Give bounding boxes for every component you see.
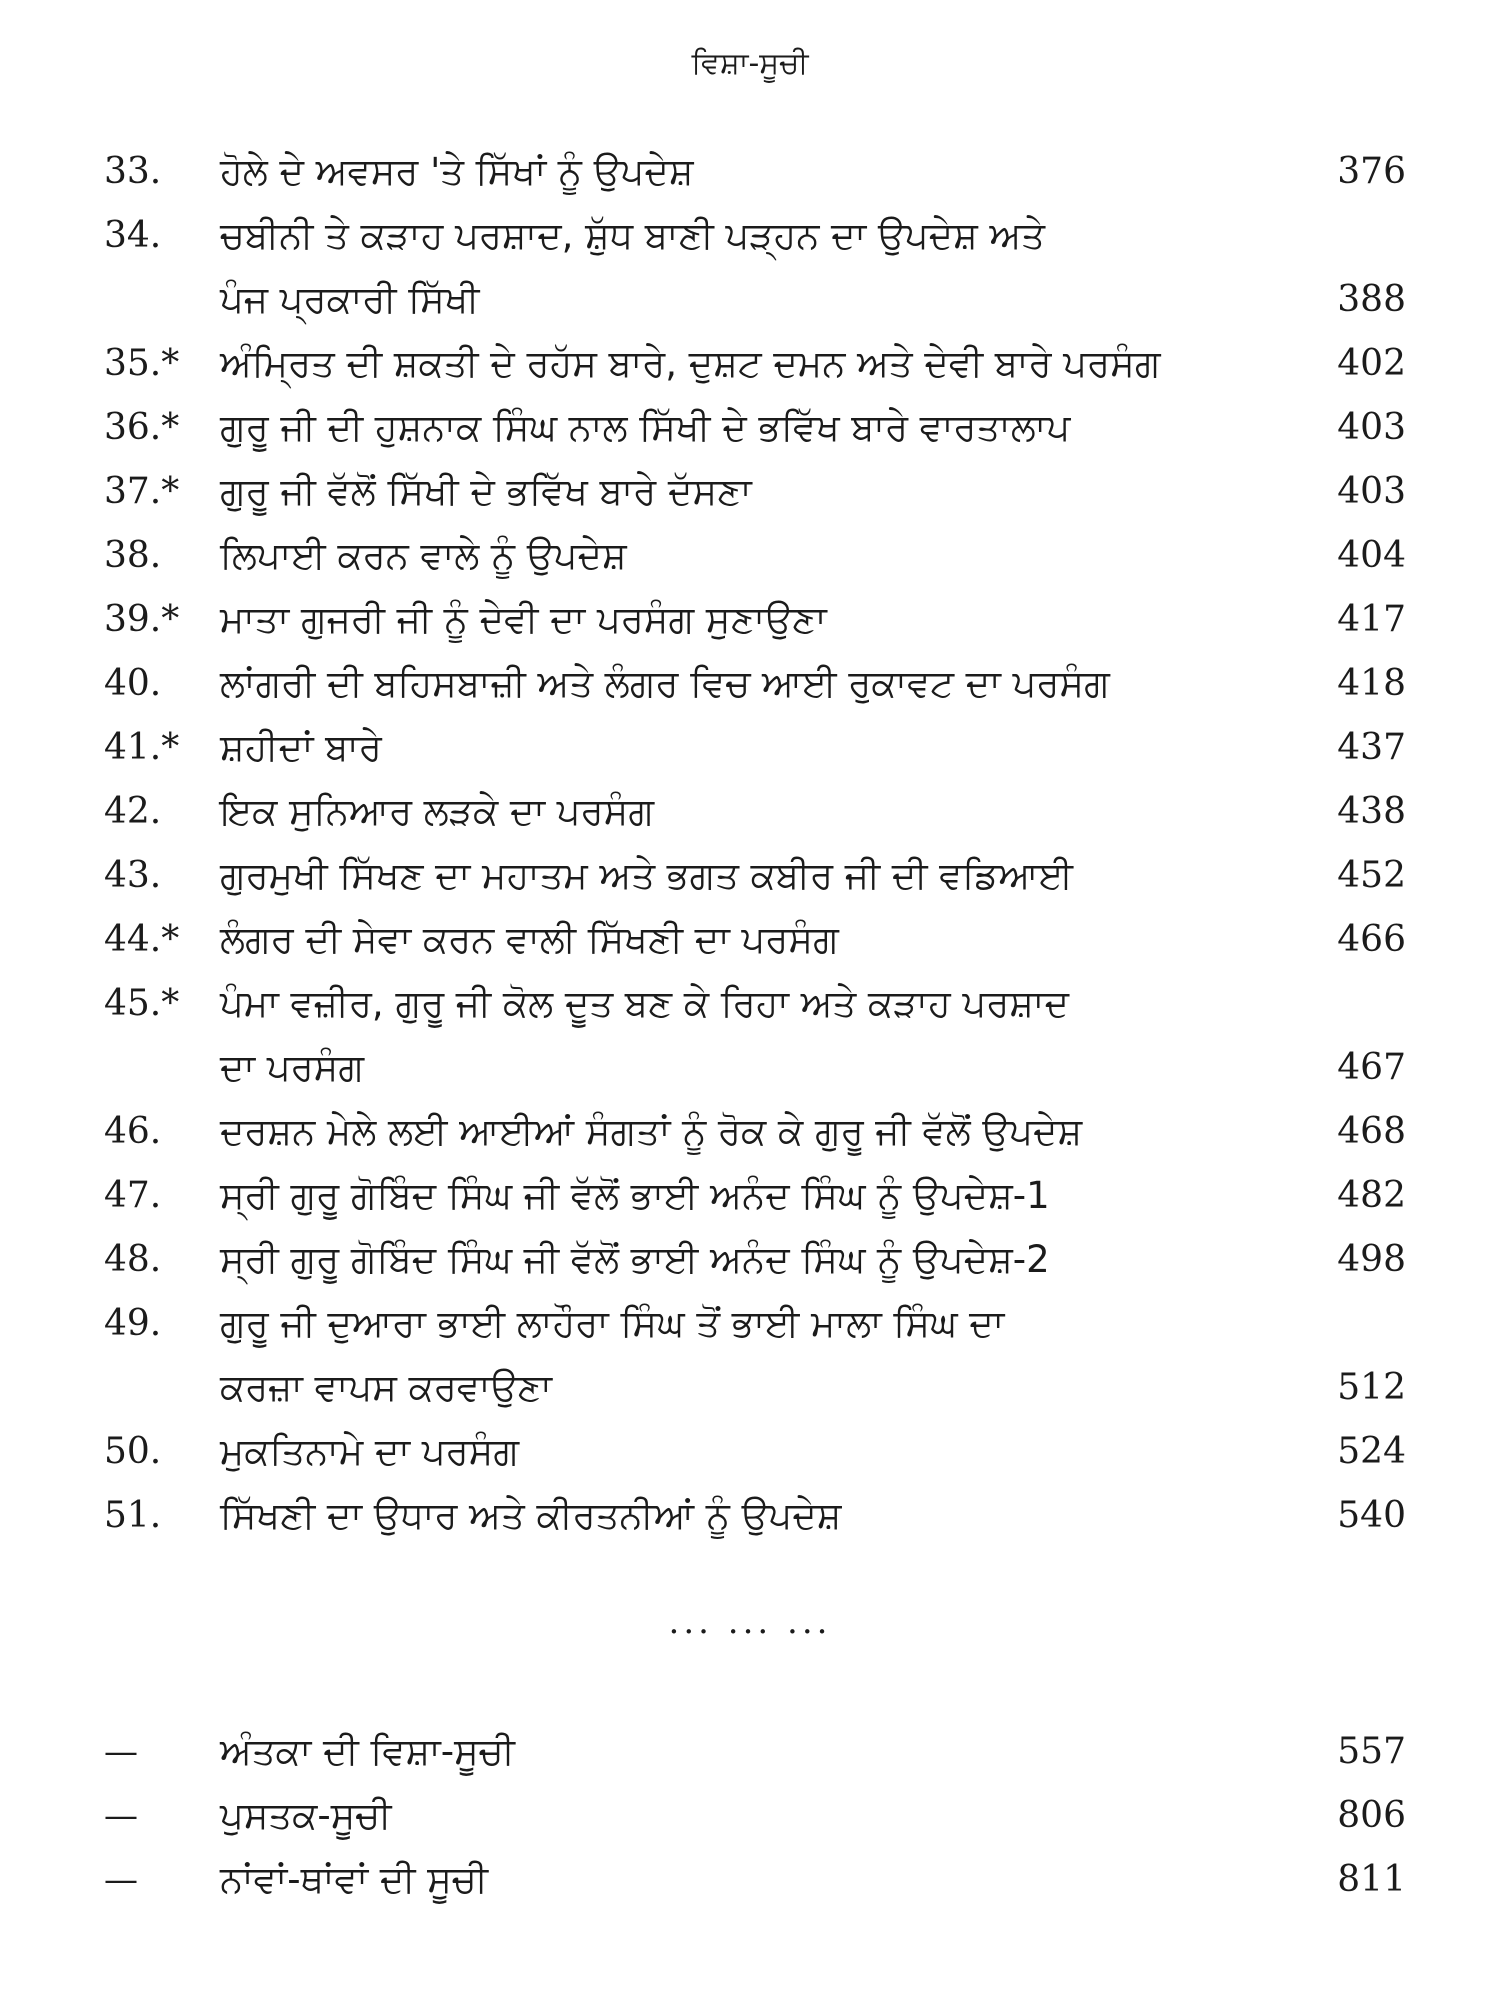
toc-entry[interactable] <box>104 844 1406 908</box>
entry-title: ਗੁਰਮੁਖੀ ਸਿੱਖਣ ਦਾ ਮਹਾਤਮ ਅਤੇ ਭਗਤ ਕਬੀਰ ਜੀ ਦੀ ਵਡਿਆਈ <box>220 854 1073 897</box>
entry-page: 403 <box>1337 471 1406 512</box>
entry-page: 388 <box>1337 279 1406 320</box>
entry-number: 42. <box>104 791 162 832</box>
entry-title: ਸ੍ਰੀ ਗੁਰੂ ਗੋਬਿੰਦ ਸਿੰਘ ਜੀ ਵੱਲੋਂ ਭਾਈ ਅਨੰਦ ਸਿੰਘ ਨੂੰ ਉਪਦੇਸ਼-1 <box>220 1174 1050 1217</box>
toc-entry[interactable] <box>104 1164 1406 1228</box>
entry-title: ਗੁਰੂ ਜੀ ਵੱਲੋਂ ਸਿੱਖੀ ਦੇ ਭਵਿੱਖ ਬਾਰੇ ਦੱਸਣਾ <box>220 470 752 513</box>
entry-page: 811 <box>1337 1859 1406 1900</box>
entry-page: 482 <box>1337 1175 1406 1216</box>
entry-page: 468 <box>1337 1111 1406 1152</box>
toc-entry[interactable] <box>104 652 1406 716</box>
toc-entry[interactable] <box>104 204 1406 332</box>
entry-number: 47. <box>104 1175 162 1216</box>
toc-entry[interactable] <box>104 588 1406 652</box>
entry-title: ਪੰਮਾ ਵਜ਼ੀਰ, ਗੁਰੂ ਜੀ ਕੋਲ ਦੂਤ ਬਣ ਕੇ ਰਿਹਾ ਅਤੇ ਕੜਾਹ ਪਰਸ਼ਾਦ ਦਾ ਪਰਸੰਗ <box>220 982 1069 1089</box>
entry-title: ਅੰਤਕਾ ਦੀ ਵਿਸ਼ਾ-ਸੂਚੀ <box>220 1730 515 1773</box>
entry-title: ਲਾਂਗਰੀ ਦੀ ਬਹਿਸਬਾਜ਼ੀ ਅਤੇ ਲੰਗਰ ਵਿਚ ਆਈ ਰੁਕਾਵਟ ਦਾ ਪਰਸੰਗ <box>220 662 1110 705</box>
section-separator: ... ... ... <box>668 1602 832 1642</box>
toc-entry[interactable] <box>104 716 1406 780</box>
appendix-list <box>104 1720 1406 1912</box>
entry-title: ਨਾਂਵਾਂ-ਥਾਂਵਾਂ ਦੀ ਸੂਚੀ <box>220 1858 489 1901</box>
entry-number: 38. <box>104 535 162 576</box>
entry-title: ਅੰਮ੍ਰਿਤ ਦੀ ਸ਼ਕਤੀ ਦੇ ਰਹੱਸ ਬਾਰੇ, ਦੁਸ਼ਟ ਦਮਨ ਅਤੇ ਦੇਵੀ ਬਾਰੇ ਪਰਸੰਗ <box>220 342 1161 385</box>
entry-title: ਲੰਗਰ ਦੀ ਸੇਵਾ ਕਰਨ ਵਾਲੀ ਸਿੱਖਣੀ ਦਾ ਪਰਸੰਗ <box>220 918 839 961</box>
entry-page: 404 <box>1337 535 1406 576</box>
entry-title: ਲਿਪਾਈ ਕਰਨ ਵਾਲੇ ਨੂੰ ਉਪਦੇਸ਼ <box>220 534 627 577</box>
entry-page: 403 <box>1337 407 1406 448</box>
entry-number: 39.* <box>104 599 180 640</box>
entry-page: 524 <box>1337 1431 1406 1472</box>
entry-number: 36.* <box>104 407 180 448</box>
toc-entry[interactable] <box>104 332 1406 396</box>
entry-page: 417 <box>1337 599 1406 640</box>
appendix-entry[interactable] <box>104 1720 1406 1784</box>
entry-page: 467 <box>1337 1047 1406 1088</box>
entry-number: 35.* <box>104 343 180 384</box>
toc-entry[interactable] <box>104 1292 1406 1420</box>
entry-title: ਸ਼ਹੀਦਾਂ ਬਾਰੇ <box>220 726 382 769</box>
entry-number: 51. <box>104 1495 162 1536</box>
toc-list <box>104 140 1406 1548</box>
toc-entry[interactable] <box>104 460 1406 524</box>
entry-number: 33. <box>104 151 162 192</box>
toc-entry[interactable] <box>104 1228 1406 1292</box>
entry-page: 512 <box>1337 1367 1406 1408</box>
toc-entry[interactable] <box>104 140 1406 204</box>
page-title: ਵਿਸ਼ਾ-ਸੂਚੀ <box>691 46 809 81</box>
entry-number: 49. <box>104 1303 162 1344</box>
entry-number: 40. <box>104 663 162 704</box>
entry-title: ਗੁਰੂ ਜੀ ਦੁਆਰਾ ਭਾਈ ਲਾਹੌਰਾ ਸਿੰਘ ਤੋਂ ਭਾਈ ਮਾਲਾ ਸਿੰਘ ਦਾ ਕਰਜ਼ਾ ਵਾਪਸ ਕਰਵਾਉਣਾ <box>220 1302 1005 1409</box>
entry-number: 50. <box>104 1431 162 1472</box>
toc-entry[interactable] <box>104 396 1406 460</box>
entry-number: 45.* <box>104 983 180 1024</box>
entry-page: 402 <box>1337 343 1406 384</box>
entry-page: 437 <box>1337 727 1406 768</box>
entry-page: 466 <box>1337 919 1406 960</box>
entry-page: 557 <box>1337 1731 1406 1772</box>
toc-entry[interactable] <box>104 1100 1406 1164</box>
entry-page: 498 <box>1337 1239 1406 1280</box>
entry-title: ਮਾਤਾ ਗੁਜਰੀ ਜੀ ਨੂੰ ਦੇਵੀ ਦਾ ਪਰਸੰਗ ਸੁਣਾਉਣਾ <box>220 598 827 641</box>
entry-title: ਗੁਰੂ ਜੀ ਦੀ ਹੁਸ਼ਨਾਕ ਸਿੰਘ ਨਾਲ ਸਿੱਖੀ ਦੇ ਭਵਿੱਖ ਬਾਰੇ ਵਾਰਤਾਲਾਪ <box>220 406 1071 449</box>
entry-title: ਪੁਸਤਕ-ਸੂਚੀ <box>220 1794 392 1837</box>
entry-title: ਦਰਸ਼ਨ ਮੇਲੇ ਲਈ ਆਈਆਂ ਸੰਗਤਾਂ ਨੂੰ ਰੋਕ ਕੇ ਗੁਰੂ ਜੀ ਵੱਲੋਂ ਉਪਦੇਸ਼ <box>220 1110 1083 1153</box>
toc-entry[interactable] <box>104 1484 1406 1548</box>
appendix-entry[interactable] <box>104 1784 1406 1848</box>
entry-page: 438 <box>1337 791 1406 832</box>
entry-number: 46. <box>104 1111 162 1152</box>
entry-title: ਮੁਕਤਿਨਾਮੇ ਦਾ ਪਰਸੰਗ <box>220 1430 520 1473</box>
dash-mark: — <box>104 1860 138 1900</box>
entry-page: 376 <box>1337 151 1406 192</box>
entry-title: ਸਿੱਖਣੀ ਦਾ ਉਧਾਰ ਅਤੇ ਕੀਰਤਨੀਆਂ ਨੂੰ ਉਪਦੇਸ਼ <box>220 1494 842 1537</box>
entry-page: 452 <box>1337 855 1406 896</box>
toc-entry[interactable] <box>104 524 1406 588</box>
entry-page: 540 <box>1337 1495 1406 1536</box>
entry-number: 48. <box>104 1239 162 1280</box>
entry-number: 41.* <box>104 727 180 768</box>
entry-number: 37.* <box>104 471 180 512</box>
entry-title: ਚਬੀਨੀ ਤੇ ਕੜਾਹ ਪਰਸ਼ਾਦ, ਸ਼ੁੱਧ ਬਾਣੀ ਪੜ੍ਹਨ ਦਾ ਉਪਦੇਸ਼ ਅਤੇ ਪੰਜ ਪ੍ਰਕਾਰੀ ਸਿੱਖੀ <box>220 214 1045 321</box>
entry-number: 34. <box>104 215 162 256</box>
entry-title: ਸ੍ਰੀ ਗੁਰੂ ਗੋਬਿੰਦ ਸਿੰਘ ਜੀ ਵੱਲੋਂ ਭਾਈ ਅਨੰਦ ਸਿੰਘ ਨੂੰ ਉਪਦੇਸ਼-2 <box>220 1238 1050 1281</box>
dash-mark: — <box>104 1732 138 1772</box>
appendix-entry[interactable] <box>104 1848 1406 1912</box>
entry-title: ਹੋਲੇ ਦੇ ਅਵਸਰ 'ਤੇ ਸਿੱਖਾਂ ਨੂੰ ਉਪਦੇਸ਼ <box>220 150 694 193</box>
toc-entry[interactable] <box>104 1420 1406 1484</box>
entry-number: 44.* <box>104 919 180 960</box>
entry-number: 43. <box>104 855 162 896</box>
entry-page: 418 <box>1337 663 1406 704</box>
entry-title: ਇਕ ਸੁਨਿਆਰ ਲੜਕੇ ਦਾ ਪਰਸੰਗ <box>220 790 654 833</box>
toc-entry[interactable] <box>104 972 1406 1100</box>
toc-entry[interactable] <box>104 908 1406 972</box>
dash-mark: — <box>104 1796 138 1836</box>
toc-entry[interactable] <box>104 780 1406 844</box>
entry-page: 806 <box>1337 1795 1406 1836</box>
